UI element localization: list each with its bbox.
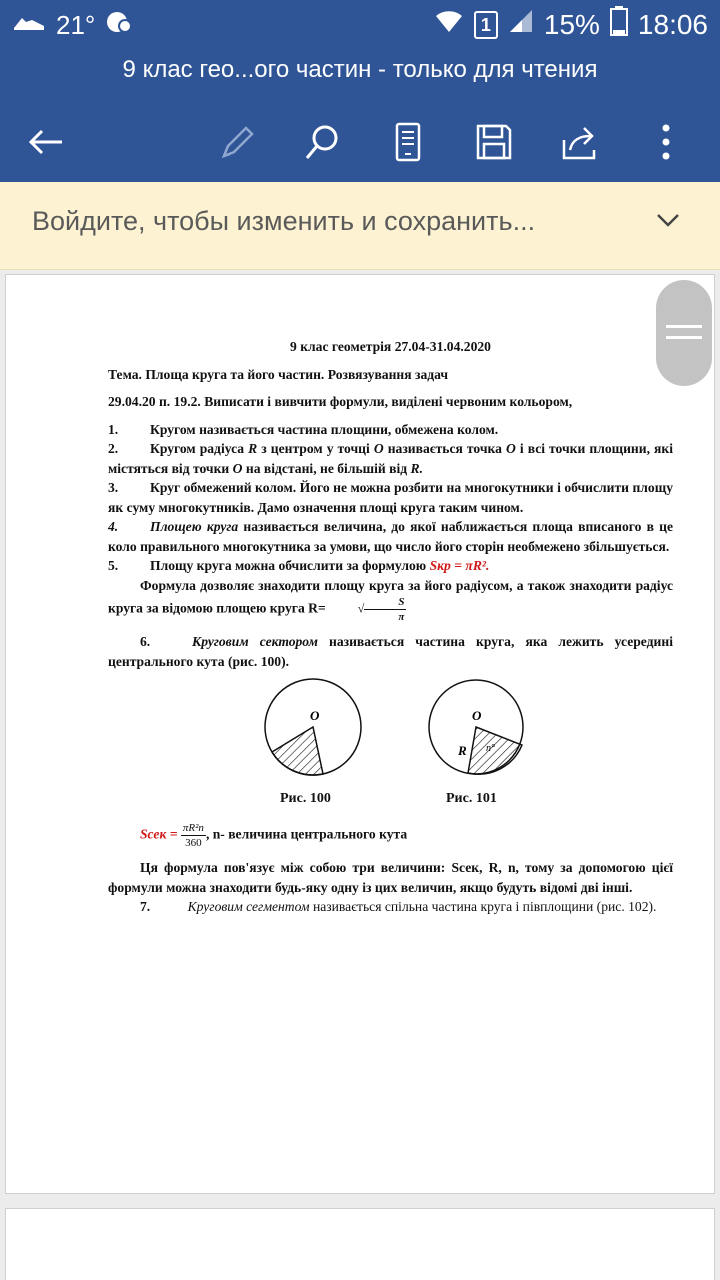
share-icon <box>560 122 600 162</box>
back-button[interactable] <box>16 112 76 172</box>
svg-text:n°: n° <box>486 743 495 754</box>
next-document-page[interactable] <box>5 1208 715 1280</box>
figure-100-sector <box>258 677 368 781</box>
list-item: 4. Площею круга називається величина, до якої наближається площа вписаного в це коло правильного многокутника за умови, що число його сторін необмежено збільшується. <box>108 519 673 554</box>
reading-view-button[interactable] <box>378 112 438 172</box>
doc-task: 29.04.20 п. 19.2. Виписати і вивчити формули, виділені червоним кольором, <box>108 394 573 409</box>
figure-100-caption: Рис. 100 <box>280 791 331 806</box>
list-item: 1. Кругом називається частина площини, обмежена колом. <box>108 421 499 437</box>
circle-area-formula: Sкр = πR². <box>429 558 490 573</box>
list-item: 5. Площу круга можна обчислити за формулою Sкр = πR². <box>108 558 490 573</box>
clock: 18:06 <box>637 8 708 40</box>
battery-icon <box>610 6 628 43</box>
pencil-icon <box>216 122 256 162</box>
sign-in-banner[interactable] <box>0 182 720 270</box>
radius-formula: √ $\frac{S}{\pi}$ <box>357 596 405 623</box>
scroll-handle[interactable] <box>656 280 712 386</box>
more-options-button[interactable] <box>636 112 696 172</box>
figures <box>108 677 673 817</box>
weather-icon <box>105 8 133 43</box>
status-bar <box>0 0 720 50</box>
document-title: 9 клас гео...ого частин - только для чтения <box>122 56 598 83</box>
save-button[interactable] <box>464 112 524 172</box>
search-button[interactable] <box>292 112 352 172</box>
svg-text:O: O <box>472 708 482 723</box>
sign-in-message: Войдите, чтобы изменить и сохранить... <box>32 206 536 236</box>
formula-paragraph: Формула дозволяє знаходити площу круга за його радіусом, а також знаходити радіус круга за відомою площею круга R= √ $\frac{S}{\pi}$ <box>108 577 673 623</box>
list-item: 7. Круговим сегментом називається спільна частина круга і півплощини (рис. 102). <box>140 899 657 914</box>
app-bar <box>0 50 720 182</box>
more-vertical-icon <box>661 122 671 162</box>
wifi-icon <box>434 8 464 41</box>
mobile-view-icon <box>393 122 423 162</box>
svg-text:R: R <box>458 743 467 758</box>
sim-indicator: 1 <box>474 11 498 39</box>
signal-icon <box>508 8 534 41</box>
search-icon <box>302 122 342 162</box>
list-item: 3. Круг обмежений колом. Його не можна розбити на многокутники і обчислити площу як суму многокутників. Дамо означення площі круга таким чином. <box>108 480 673 515</box>
chevron-down-icon <box>656 212 680 228</box>
edit-button[interactable] <box>206 112 266 172</box>
doc-topic: Тема. Площа круга та його частин. Розвязування задач <box>108 366 449 382</box>
document-page[interactable] <box>5 274 715 1194</box>
temperature: 21° <box>56 10 96 40</box>
document-body <box>108 337 673 917</box>
figure-101-sector <box>426 677 526 781</box>
arrow-left-icon <box>26 127 66 157</box>
list-item: 6. Круговим сектором називається частина круга, яка лежить усередині центрального кута (рис. 100). <box>108 634 673 669</box>
battery-percent: 15% <box>543 8 600 40</box>
sneaker-icon <box>12 10 46 41</box>
expand-banner-button[interactable] <box>656 212 680 233</box>
toolbar <box>0 112 720 172</box>
three-values-paragraph: Ця формула пов'язує між собою три величини: Sсек, R, n, тому за допомогою цієї формули можна знаходити будь-яку одну із цих величин, якщо будуть відомі дві інші. <box>108 860 673 895</box>
figure-101-caption: Рис. 101 <box>446 791 497 806</box>
share-button[interactable] <box>550 112 610 172</box>
svg-text:O: O <box>310 708 320 723</box>
save-icon <box>474 122 514 162</box>
doc-heading: 9 клас геометрія 27.04-31.04.2020 <box>290 339 491 354</box>
sector-area-formula: Sсек = $\frac{\text{πR²n}}{360}$ , n- величина центрального кута <box>140 822 408 849</box>
list-item: 2. Кругом радіуса R з центром у точці O називається точка O і всі точки площини, які містяться від точки O на відстані, не більшій від R. <box>108 441 673 476</box>
